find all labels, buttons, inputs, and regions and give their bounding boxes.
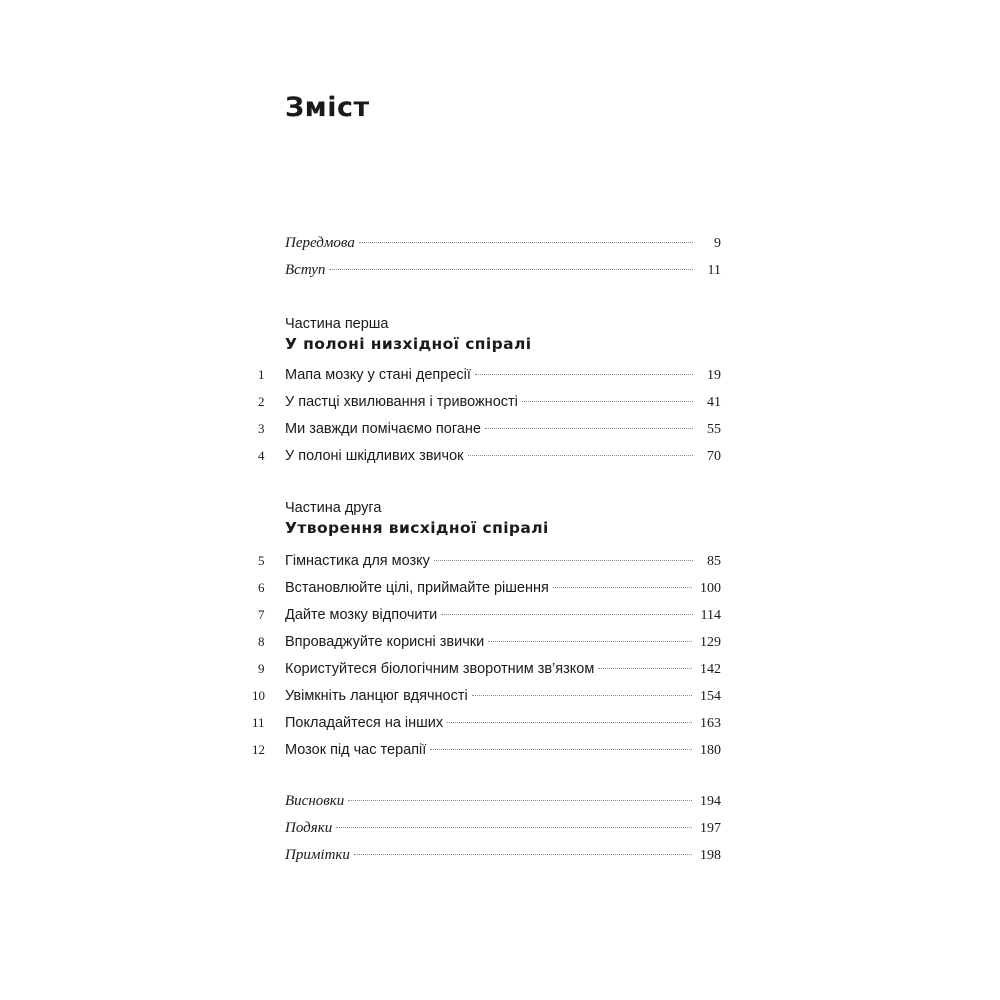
toc-entry-notes[interactable]: [252, 843, 722, 867]
dot-leader: [447, 722, 692, 723]
chapter-number: 8: [258, 634, 265, 649]
toc-entry-introduction[interactable]: [252, 258, 722, 282]
chapter-page-number: 114: [700, 608, 721, 623]
chapter-number: 4: [258, 448, 265, 463]
toc-entry-chapter-6[interactable]: [252, 576, 722, 600]
chapter-page-number: 85: [707, 554, 721, 569]
dot-leader: [329, 269, 693, 270]
toc-entry-acknowledgements[interactable]: [252, 816, 722, 840]
chapter-number: 10: [252, 688, 265, 703]
dot-leader: [553, 587, 692, 588]
chapter-number: 6: [258, 580, 265, 595]
toc-entry-conclusions[interactable]: [252, 789, 722, 813]
chapter-number: 3: [258, 421, 265, 436]
chapter-number: 11: [252, 715, 265, 730]
dot-leader: [354, 854, 692, 855]
chapter-title: Мапа мозку у стані депресії: [285, 367, 471, 383]
dot-leader: [475, 374, 693, 375]
chapter-title: Дайте мозку відпочити: [285, 607, 438, 623]
dot-leader: [430, 749, 692, 750]
entry-page-number: 11: [707, 263, 721, 278]
entry-label: Вступ: [285, 262, 326, 278]
chapter-page-number: 100: [700, 581, 721, 596]
toc-entry-chapter-5[interactable]: [252, 549, 722, 573]
dot-leader: [336, 827, 692, 828]
toc-entry-chapter-11[interactable]: [252, 711, 722, 735]
chapter-title: Встановлюйте цілі, приймайте рішення: [285, 580, 549, 596]
toc-entry-chapter-10[interactable]: [252, 684, 722, 708]
dot-leader: [488, 641, 692, 642]
chapter-title: Мозок під час терапії: [285, 742, 427, 758]
toc-entry-chapter-12[interactable]: [252, 738, 722, 762]
entry-page-number: 198: [700, 848, 721, 863]
entry-page-number: 194: [700, 794, 721, 809]
entry-label: Подяки: [285, 820, 333, 836]
chapter-page-number: 142: [700, 662, 721, 677]
chapter-page-number: 129: [700, 635, 721, 650]
dot-leader: [434, 560, 693, 561]
toc-entry-chapter-4[interactable]: [252, 444, 722, 468]
part-one-title: У полоні низхідної спіралі: [285, 335, 532, 353]
chapter-page-number: 70: [707, 449, 721, 464]
part-two-kicker: Частина друга: [285, 500, 382, 516]
dot-leader: [348, 800, 692, 801]
dot-leader: [598, 668, 692, 669]
chapter-title: Увімкніть ланцюг вдячності: [285, 688, 468, 704]
entry-page-number: 9: [714, 236, 721, 251]
chapter-page-number: 55: [707, 422, 721, 437]
dot-leader: [468, 455, 694, 456]
dot-leader: [522, 401, 693, 402]
chapter-title: Гімнастика для мозку: [285, 553, 430, 569]
chapter-number: 5: [258, 553, 265, 568]
dot-leader: [441, 614, 692, 615]
chapter-title: Користуйтеся біологічним зворотним зв’язком: [285, 661, 595, 677]
dot-leader: [359, 242, 693, 243]
dot-leader: [472, 695, 692, 696]
chapter-title: У пастці хвилювання і тривожності: [285, 394, 518, 410]
toc-entry-chapter-8[interactable]: [252, 630, 722, 654]
chapter-page-number: 19: [707, 368, 721, 383]
chapter-page-number: 41: [707, 395, 721, 410]
part-one-kicker: Частина перша: [285, 316, 389, 332]
toc-entry-chapter-2[interactable]: [252, 390, 722, 414]
page-title: Зміст: [285, 92, 370, 123]
toc-entry-chapter-7[interactable]: [252, 603, 722, 627]
chapter-title: Ми завжди помічаємо погане: [285, 421, 481, 437]
chapter-title: У полоні шкідливих звичок: [285, 448, 464, 464]
toc-entry-foreword[interactable]: [252, 231, 722, 255]
dot-leader: [485, 428, 693, 429]
entry-label: Висновки: [285, 793, 345, 809]
chapter-number: 1: [258, 367, 265, 382]
chapter-page-number: 163: [700, 716, 721, 731]
chapter-page-number: 154: [700, 689, 721, 704]
entry-page-number: 197: [700, 821, 721, 836]
toc-entry-chapter-9[interactable]: [252, 657, 722, 681]
toc-entry-chapter-3[interactable]: [252, 417, 722, 441]
chapter-number: 12: [252, 742, 265, 757]
chapter-number: 7: [258, 607, 265, 622]
toc-entry-chapter-1[interactable]: [252, 363, 722, 387]
chapter-number: 2: [258, 394, 265, 409]
chapter-page-number: 180: [700, 743, 721, 758]
part-two-title: Утворення висхідної спіралі: [285, 519, 549, 537]
entry-label: Примітки: [285, 847, 350, 863]
chapter-number: 9: [258, 661, 265, 676]
chapter-title: Впроваджуйте корисні звички: [285, 634, 485, 650]
entry-label: Передмова: [285, 235, 355, 251]
chapter-title: Покладайтеся на інших: [285, 715, 444, 731]
